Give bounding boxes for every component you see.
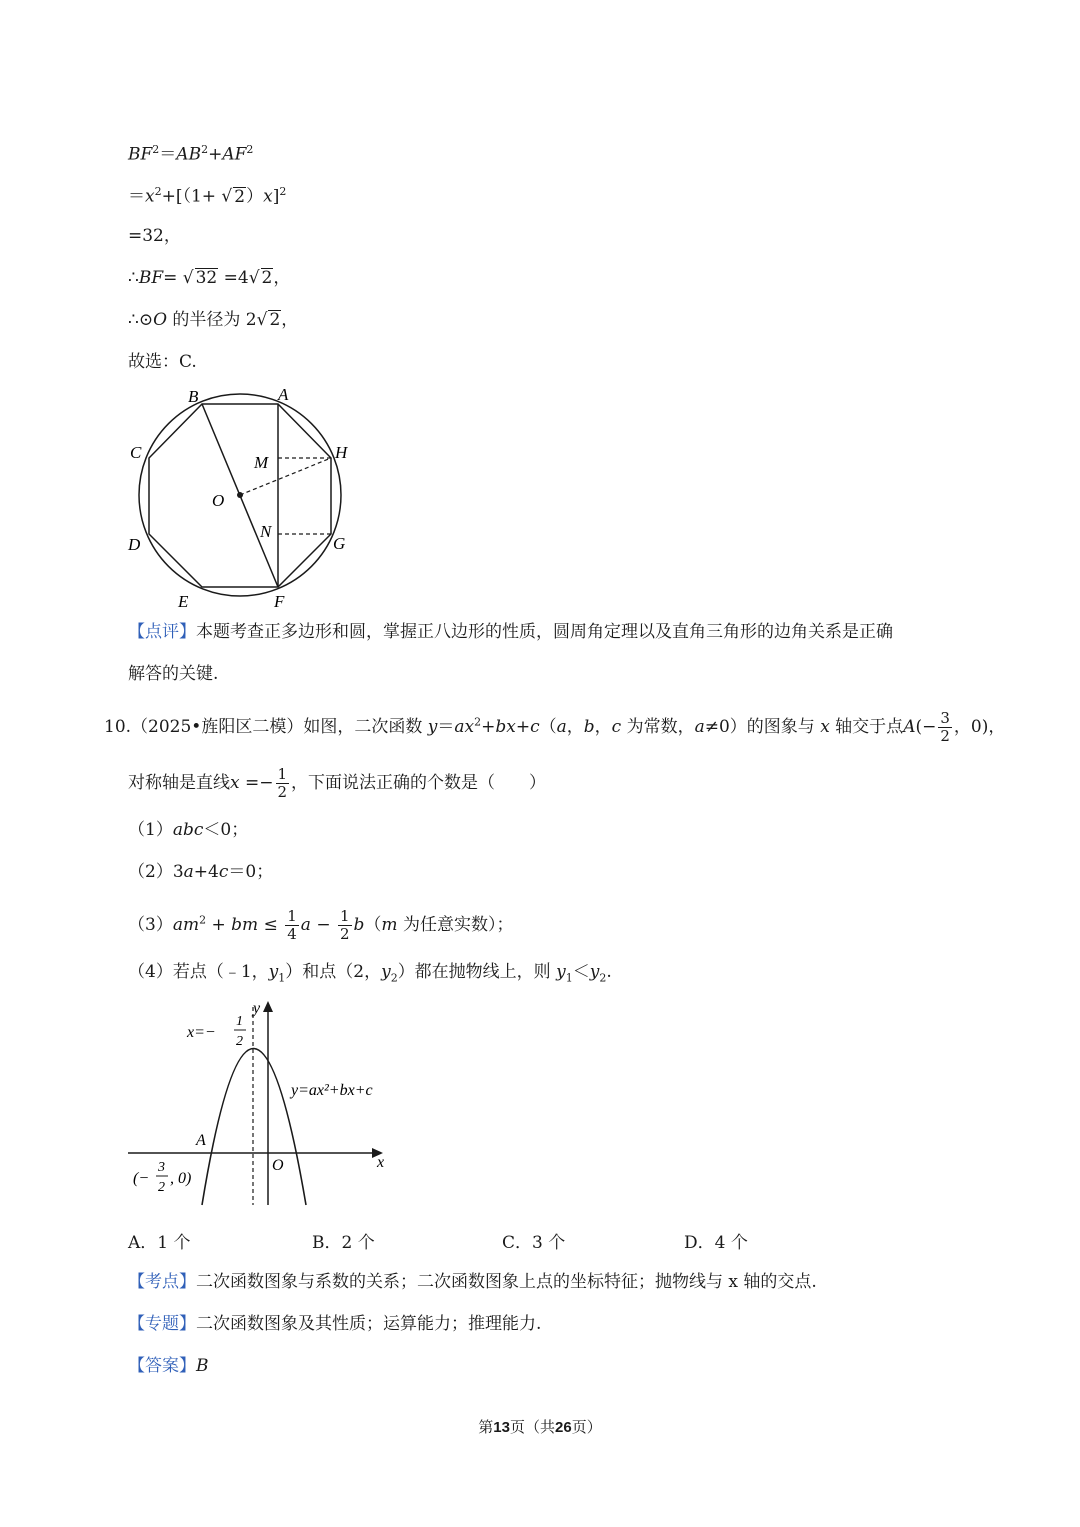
zhuanti-tag: 【专题】 (128, 1314, 196, 1334)
statement-3: $(3)am^2$ + bm ≤ $\frac{1}{4}$ a − $\frac{1}{2}$ b（m 为任意实数）； (128, 907, 514, 943)
axis-eq-label: x=− (187, 1024, 216, 1041)
label-c: C (130, 443, 142, 462)
label-d: D (128, 535, 141, 554)
choice-d: D．4 个 (684, 1233, 748, 1253)
question-stem-1: 10.（2025•旌阳区二模）如图，二次函数 $y=ax^2+bx+c(a$，b，c 为常数，a≠0）的图象与 x 轴交于点A(− $\frac{3}{2}$ ，0)， (104, 709, 1006, 745)
label-g: G (333, 534, 346, 553)
curve-label: y=ax²+bx+c (291, 1082, 373, 1099)
choice-c: C．3 个 (502, 1233, 566, 1253)
solution-line-4: ∴BF= √ 32 =4√ 2， (128, 268, 291, 288)
label-e: E (178, 592, 189, 611)
answer-line: 【答案】B (128, 1356, 209, 1376)
solution-line-1: $BF^2=AB^2+AF^2$ (128, 143, 254, 165)
page-footer: 第13页（共26页） (478, 1418, 602, 1436)
comment-line-2: 解答的关键. (128, 664, 219, 684)
label-h: H (335, 443, 348, 462)
parabola-graph (125, 995, 405, 1210)
statement-2: （2）3a+4c＝0； (128, 862, 274, 882)
label-o: O (212, 491, 225, 510)
point-a-coord-num: 3 (158, 1160, 165, 1175)
choice-a: A．1 个 (128, 1233, 191, 1253)
comment-line-1: 【点评】本题考查正多边形和圆，掌握正八边形的性质，圆周角定理以及直角三角形的边角关系是正确 (128, 622, 893, 642)
x-axis-label: x (377, 1154, 385, 1171)
kaodian-line: 【考点】二次函数图象与系数的关系；二次函数图象上点的坐标特征；抛物线与 x 轴的交点. (128, 1272, 817, 1292)
label-n: N (260, 522, 272, 541)
label-f: F (274, 592, 285, 611)
label-b: B (188, 387, 199, 406)
solution-line-3: =32， (128, 226, 181, 246)
zhuanti-line: 【专题】二次函数图象及其性质；运算能力；推理能力. (128, 1314, 542, 1334)
comment-tag: 【点评】 (128, 622, 196, 642)
point-a-label: A (196, 1132, 206, 1149)
question-stem-2: 对称轴是直线x =− $\frac{1}{2}$ ，下面说法正确的个数是（ ） (128, 765, 547, 801)
origin-label: O (272, 1157, 284, 1174)
label-m: M (254, 453, 269, 472)
point-a-coord-close: , 0) (170, 1170, 192, 1187)
octagon-circle-figure (120, 380, 360, 612)
point-a-coord-open: (− (133, 1170, 150, 1187)
solution-line-6: 故选：C. (128, 352, 197, 372)
center-dot (237, 492, 243, 498)
choice-b: B．2 个 (312, 1233, 375, 1253)
axis-eq-den: 2 (236, 1034, 243, 1049)
label-a: A (278, 385, 289, 404)
y-axis-label: y (253, 1000, 261, 1017)
axis-eq-num: 1 (236, 1014, 243, 1029)
y-axis-arrow (263, 1001, 273, 1012)
solution-line-5: ∴⊙O 的半径为 2√ 2， (128, 310, 299, 330)
point-a-coord-den: 2 (158, 1180, 165, 1195)
statement-1: （1）abc＜0； (128, 820, 249, 840)
answer-tag: 【答案】 (128, 1356, 196, 1376)
parabola-curve (202, 1049, 306, 1206)
kaodian-tag: 【考点】 (128, 1272, 196, 1292)
solution-line-2: $=x^2+[(1+$ √ 2）x]$^2$ (128, 185, 287, 207)
statement-4: （4）若点（﹣1，$y_1$）和点（2，$y_2$）都在抛物线上，则 $y_1<y_2$. (128, 962, 612, 985)
